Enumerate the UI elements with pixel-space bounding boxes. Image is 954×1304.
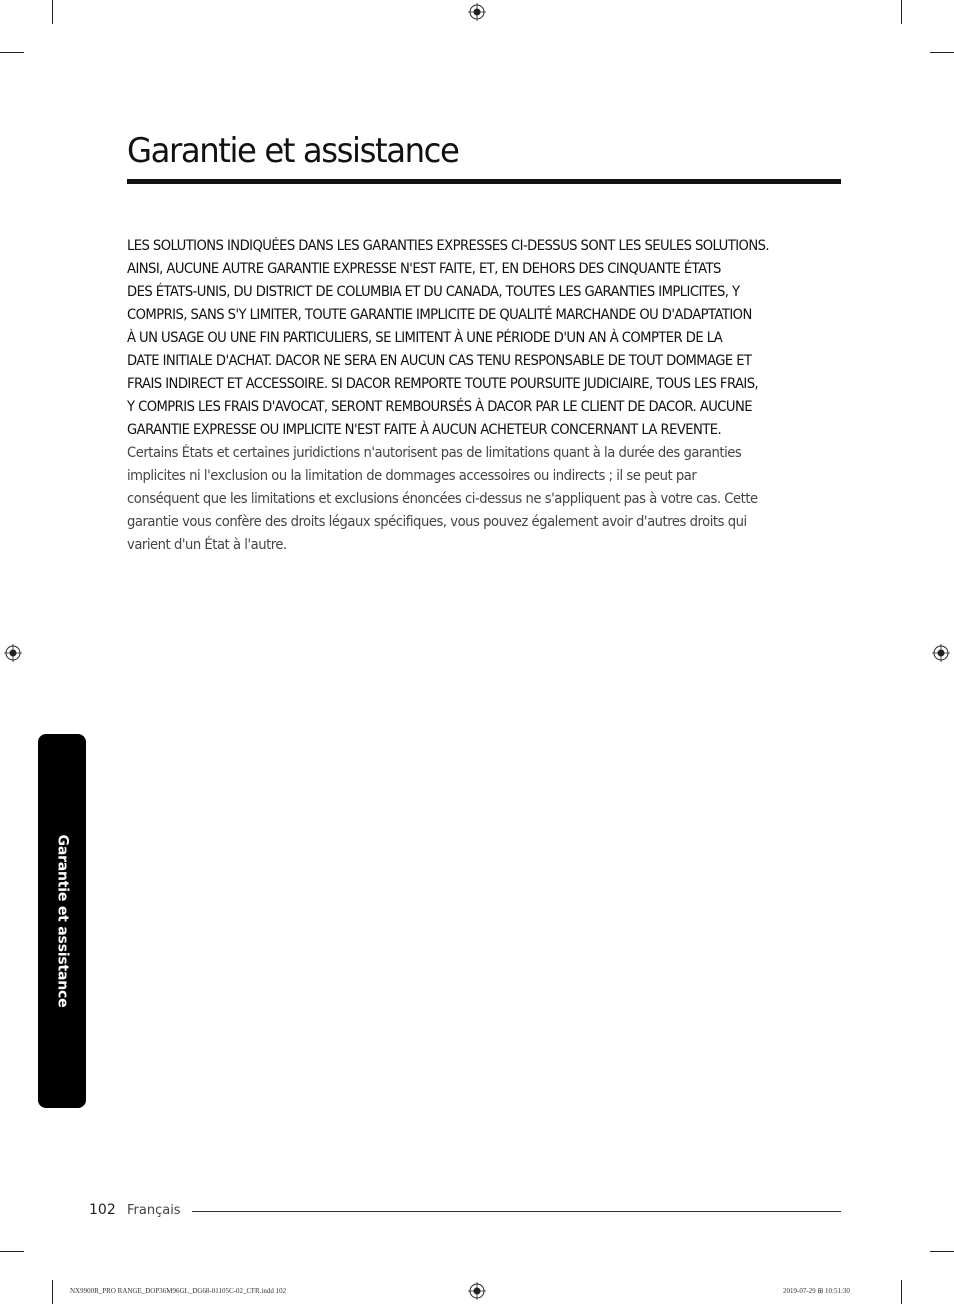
crop-mark xyxy=(901,1280,902,1304)
text-line: Y COMPRIS LES FRAIS D'AVOCAT, SERONT REMBOURSÉS À DACOR PAR LE CLIENT DE DACOR. AUCUNE xyxy=(127,399,752,415)
text-line: À UN USAGE OU UNE FIN PARTICULIERS, SE LIMITENT À UNE PÉRIODE D'UN AN À COMPTER DE LA xyxy=(127,330,723,346)
text-line: COMPRIS, SANS S'Y LIMITER, TOUTE GARANTIE IMPLICITE DE QUALITÉ MARCHANDE OU D'ADAPTATION xyxy=(127,307,752,323)
warranty-text xyxy=(127,235,867,557)
registration-mark-icon xyxy=(468,3,486,21)
text-line: AINSI, AUCUNE AUTRE GARANTIE EXPRESSE N'EST FAITE, ET, EN DEHORS DES CINQUANTE ÉTATS xyxy=(127,261,721,277)
registration-mark-icon xyxy=(932,644,950,662)
page-title: Garantie et assistance xyxy=(127,131,459,171)
crop-mark xyxy=(52,1280,53,1304)
text-line: DATE INITIALE D'ACHAT. DACOR NE SERA EN AUCUN CAS TENU RESPONSABLE DE TOUT DOMMAGE ET xyxy=(127,353,752,369)
section-side-tab-label-wrap xyxy=(38,734,86,1108)
warranty-disclaimer-caps xyxy=(127,235,823,442)
crop-mark xyxy=(0,1251,24,1252)
text-line: LES SOLUTIONS INDIQUÉES DANS LES GARANTIES EXPRESSES CI-DESSUS SONT LES SEULES SOLUTIONS. xyxy=(127,238,770,254)
crop-mark xyxy=(901,0,902,24)
registration-mark-icon xyxy=(4,644,22,662)
text-line: conséquent que les limitations et exclusions énoncées ci-dessus ne s'appliquent pas à votre cas. Cette xyxy=(127,491,758,507)
print-slug-date: 2019-07-29 ⊞ 10:51:30 xyxy=(783,1287,850,1295)
text-line: DES ÉTATS-UNIS, DU DISTRICT DE COLUMBIA ET DU CANADA, TOUTES LES GARANTIES IMPLICITES, Y xyxy=(127,284,740,300)
footer-rule xyxy=(192,1211,841,1212)
text-line: varient d'un État à l'autre. xyxy=(127,537,287,553)
text-line: GARANTIE EXPRESSE OU IMPLICITE N'EST FAITE À AUCUN ACHETEUR CONCERNANT LA REVENTE. xyxy=(127,422,722,438)
text-line: Certains États et certaines juridictions n'autorisent pas de limitations quant à la durée des garanties xyxy=(127,445,742,461)
registration-mark-icon xyxy=(468,1282,486,1300)
text-line: garantie vous confère des droits légaux spécifiques, vous pouvez également avoir d'autres droits qui xyxy=(127,514,747,530)
crop-mark xyxy=(52,0,53,24)
footer-language: Français xyxy=(127,1203,181,1218)
crop-mark xyxy=(930,1251,954,1252)
text-line: implicites ni l'exclusion ou la limitation de dommages accessoires ou indirects ; il se peut par xyxy=(127,468,697,484)
warranty-paragraph xyxy=(127,442,823,557)
text-line: FRAIS INDIRECT ET ACCESSOIRE. SI DACOR REMPORTE TOUTE POURSUITE JUDICIAIRE, TOUS LES FRAIS, xyxy=(127,376,759,392)
page-number: 102 xyxy=(89,1202,116,1218)
title-underline xyxy=(127,179,841,184)
section-side-tab-label: Garantie et assistance xyxy=(54,834,70,1008)
print-slug-file: NX9900R_PRO RANGE_DOP36M96GL_DG68-01105C-02_CFR.indd 102 xyxy=(70,1287,287,1295)
crop-mark xyxy=(0,52,24,53)
crop-mark xyxy=(930,52,954,53)
